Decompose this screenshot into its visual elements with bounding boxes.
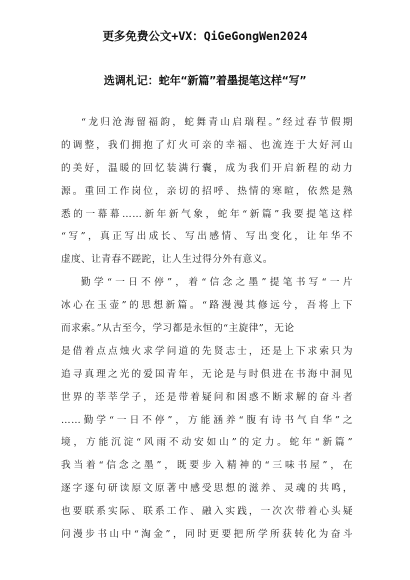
body-text-line: 逐字逐句研读原文原著中感受思想的滋养、灵魂的共鸣， [61, 483, 353, 495]
body-text-line: 源。重回工作岗位，亲切的招呼、热情的寒暄，依然是熟 [61, 185, 353, 197]
article-body [61, 112, 353, 547]
body-text-line: “写”，真正写出成长、写出感情、写出变化，让年华不 [61, 231, 353, 243]
body-text-line: 境，方能沉淀“风雨不动安如山”的定力。蛇年“新篇” [61, 437, 353, 449]
body-text-line: 问漫步书山中“淘金”，同时更要把所学所获转化为奋斗 [61, 529, 353, 541]
body-text-line: 虚度、让青春不蹉跎，让人生过得分外有意义。 [61, 254, 273, 266]
body-text-line: 是借着点点烛火求学问道的先贤志士，还是上下求索只为 [61, 345, 353, 357]
body-text-line: “龙归沧海留福韵，蛇舞青山启瑞程。”经过春节假期 [81, 117, 353, 128]
body-text-line: 也要联系实际、联系工作、融入实践，一次次带着心头疑 [61, 506, 353, 518]
page-header: 更多免费公文+VX：QiGeGongWen2024 [102, 29, 308, 43]
body-text-line: 的美好，温暖的回忆装满行囊，成为我们开启新程的动力 [61, 162, 353, 174]
body-text-line: 悉的一幕幕……新年新气象，蛇年“新篇”我要提笔这样 [61, 208, 353, 220]
body-text-line: 世界的莘莘学子，还是带着疑问和困惑不断求解的奋斗者 [61, 391, 353, 403]
body-text-line: 的调整，我们拥抱了灯火可亲的幸福、也流连于大好河山 [61, 139, 353, 151]
body-text-line: ……勤学“一日不停”，方能涵养“腹有诗书气自华”之 [61, 414, 353, 426]
body-text-line: 我当着“信念之墨”，既要步入精神的“三味书屋”，在 [61, 460, 353, 472]
article-title: 选调札记：蛇年“新篇”着墨提笔这样“写” [103, 74, 307, 87]
body-text-line: 而求索。”从古至今，学习都是永恒的“主旋律”，无论 [61, 323, 295, 335]
body-text-line: 追寻真理之光的爱国青年，无论是与时俱进在书海中洞见 [61, 368, 353, 380]
body-text-line: 冰心在玉壶”的思想新篇。“路漫漫其修远兮，吾将上下 [61, 300, 353, 312]
body-text-line: 勤学“一日不停”，着“信念之墨”提笔书写“一片 [81, 277, 353, 289]
